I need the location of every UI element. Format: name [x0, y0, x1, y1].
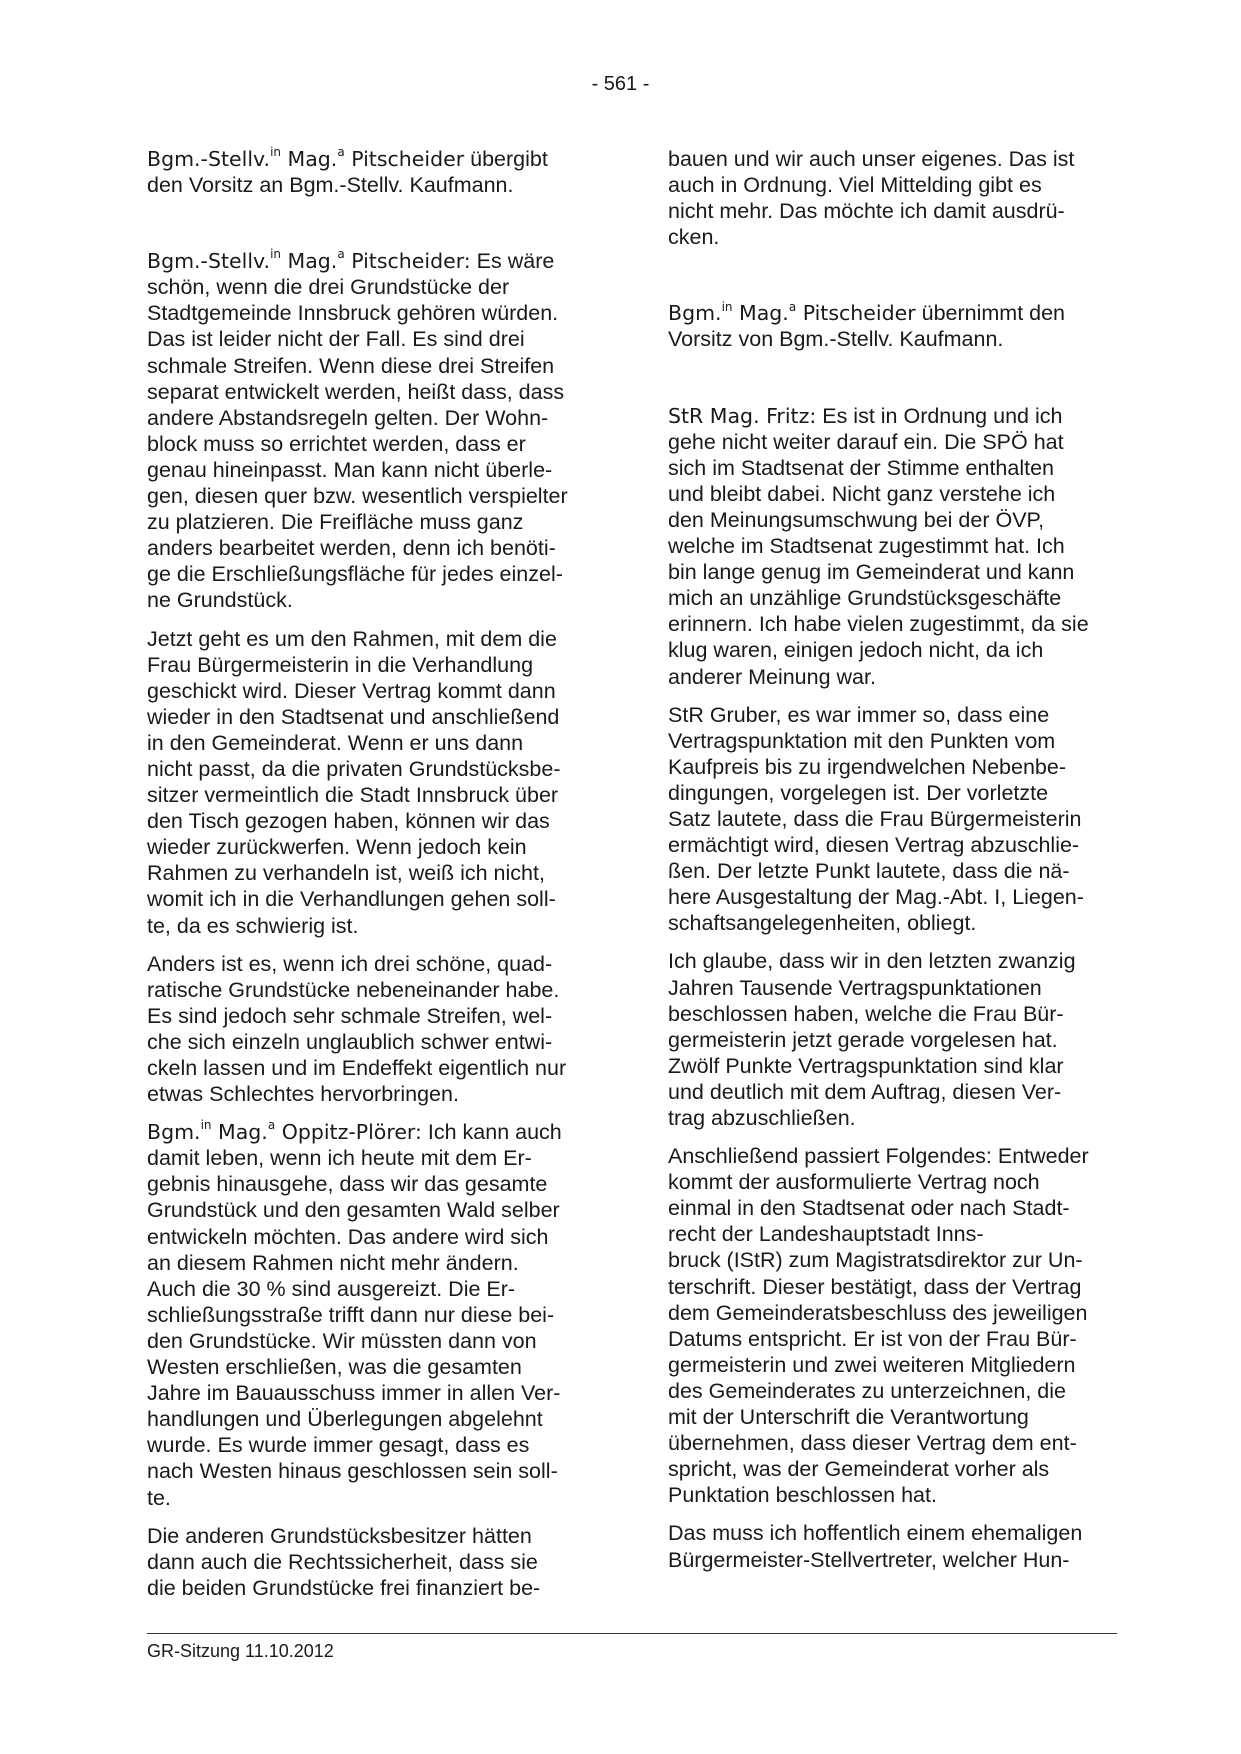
- speaker-part: Mag.: [281, 249, 338, 274]
- text-line: Vertragspunktation mit den Punkten vom: [668, 728, 1056, 753]
- text-line: an diesem Rahmen nicht mehr ändern.: [147, 1250, 519, 1275]
- paragraph: [668, 702, 1128, 937]
- paragraph: [147, 1119, 607, 1510]
- text-line: ratische Grundstücke nebeneinander habe.: [147, 977, 560, 1002]
- text-line: [668, 300, 1128, 326]
- text-line: gehe nicht weiter darauf ein. Die SPÖ hat: [668, 429, 1064, 454]
- text-line: sich im Stadtsenat der Stimme enthalten: [668, 455, 1054, 480]
- speaker-superscript: in: [200, 1118, 212, 1133]
- text-line: beschlossen haben, welche die Frau Bür-: [668, 1001, 1064, 1026]
- text-line: auch in Ordnung. Viel Mittelding gibt es: [668, 173, 1042, 198]
- text-line: dingungen, vorgelegen ist. Der vorletzte: [668, 780, 1049, 805]
- paragraph: [668, 403, 1128, 690]
- text-line: germeisterin jetzt gerade vorgelesen hat.: [668, 1027, 1058, 1052]
- text-line: einmal in den Stadtsenat oder nach Stadt-: [668, 1196, 1070, 1221]
- text-line: StR Gruber, es war immer so, dass eine: [668, 702, 1050, 727]
- text-line: entwickeln möchten. Das andere wird sich: [147, 1224, 549, 1249]
- text-line: ckeln lassen und im Endeffekt eigentlich nur: [147, 1056, 567, 1080]
- text-line: Das muss ich hoffentlich einem ehemaligen: [668, 1521, 1083, 1546]
- text-line: Es sind jedoch sehr schmale Streifen, wel-: [147, 1003, 553, 1028]
- speaker-name: [147, 249, 471, 273]
- text-line: Auch die 30 % sind ausgereizt. Die Er-: [147, 1276, 516, 1301]
- speaker-part: Oppitz-Plörer:: [275, 1120, 422, 1145]
- speaker-part: Pitscheider:: [344, 249, 471, 274]
- text-line: Jahre im Bauausschuss immer in allen Ver-: [147, 1381, 561, 1406]
- text-line: nicht passt, da die privaten Grundstücksbe-: [147, 756, 561, 781]
- text-line: schön, wenn die drei Grundstücke der: [147, 275, 510, 300]
- text-line: Zwölf Punkte Vertragspunktation sind klar: [668, 1053, 1064, 1078]
- text-line: [668, 403, 1128, 429]
- text-line: terschrift. Dieser bestätigt, dass der Vertrag: [668, 1274, 1082, 1299]
- line-text: Es ist in Ordnung und ich: [816, 403, 1063, 428]
- text-line: trag abzuschließen.: [668, 1106, 856, 1130]
- text-line: den Vorsitz an Bgm.-Stellv. Kaufmann.: [147, 173, 514, 198]
- speaker-part: Pitscheider: [344, 147, 465, 171]
- text-line: te, da es schwierig ist.: [147, 913, 359, 938]
- speaker-part: StR Mag. Fritz:: [668, 403, 817, 428]
- speaker-part: Pitscheider: [796, 301, 916, 326]
- line-text: Ich kann auch: [421, 1120, 562, 1145]
- text-line: den Tisch gezogen haben, können wir das: [147, 809, 550, 834]
- text-line: anders bearbeitet werden, denn ich benöti-: [147, 536, 556, 561]
- text-line: Grundstück und den gesamten Wald selber: [147, 1198, 560, 1223]
- text-line: [147, 248, 607, 274]
- text-line: handlungen und Überlegungen abgelehnt: [147, 1407, 543, 1432]
- text-line: ne Grundstück.: [147, 588, 293, 613]
- text-line: und deutlich mit dem Auftrag, diesen Ver-: [668, 1079, 1062, 1104]
- text-line: germeisterin und zwei weiteren Mitgliedern: [668, 1352, 1076, 1377]
- paragraph: [668, 1143, 1128, 1508]
- text-line: Westen erschließen, was die gesamten: [147, 1355, 522, 1380]
- paragraph: [147, 1523, 607, 1601]
- text-line: geschickt wird. Dieser Vertrag kommt dann: [147, 678, 556, 703]
- text-line: zu platzieren. Die Freifläche muss ganz: [147, 510, 524, 535]
- text-line: Jetzt geht es um den Rahmen, mit dem die: [147, 626, 557, 651]
- text-line: anderer Meinung war.: [668, 664, 876, 689]
- text-line: Die anderen Grundstücksbesitzer hätten: [147, 1523, 532, 1548]
- text-line: nach Westen hinaus geschlossen sein soll-: [147, 1459, 558, 1484]
- text-line: Punktation beschlossen hat.: [668, 1483, 937, 1508]
- paragraph: [668, 300, 1128, 352]
- text-line: bruck (IStR) zum Magistratsdirektor zur Un-: [668, 1248, 1083, 1273]
- speaker-part: Mag.: [732, 301, 789, 326]
- text-line: etwas Schlechtes hervorbringen.: [147, 1082, 459, 1107]
- text-line: cken.: [668, 225, 720, 250]
- speaker-name: [668, 404, 816, 428]
- text-line: kommt der ausformulierte Vertrag noch: [668, 1170, 1040, 1195]
- text-line: [147, 146, 607, 172]
- right-column: [668, 146, 1128, 1585]
- text-line: gen, diesen quer bzw. wesentlich verspielter: [147, 484, 568, 509]
- text-line: block muss so errichtet werden, dass er: [147, 431, 526, 456]
- text-line: übernehmen, dass dieser Vertrag dem ent-: [668, 1431, 1077, 1456]
- text-line: separat entwickelt werden, heißt dass, dass: [147, 379, 565, 404]
- text-line: genau hineinpasst. Man kann nicht überle-: [147, 457, 553, 482]
- speaker-part: Bgm.: [668, 301, 722, 326]
- speaker-name: [668, 301, 916, 325]
- speaker-name: [147, 1120, 422, 1144]
- text-line: Vorsitz von Bgm.-Stellv. Kaufmann.: [668, 327, 1004, 352]
- speaker-superscript: a: [337, 247, 345, 262]
- text-line: Frau Bürgermeisterin in die Verhandlung: [147, 652, 534, 677]
- speaker-superscript: a: [788, 299, 797, 314]
- text-line: Bürgermeister-Stellvertreter, welcher Hun-: [668, 1547, 1070, 1572]
- text-line: Anders ist es, wenn ich drei schöne, quad-: [147, 951, 553, 976]
- text-line: schließungsstraße trifft dann nur diese bei-: [147, 1302, 555, 1327]
- text-line: Rahmen zu verhandeln ist, weiß ich nicht,: [147, 861, 545, 886]
- speaker-superscript: a: [267, 1118, 276, 1133]
- speaker-part: Mag.: [281, 147, 338, 171]
- text-line: welche im Stadtsenat zugestimmt hat. Ich: [668, 534, 1065, 559]
- speaker-superscript: in: [270, 247, 282, 262]
- text-line: te.: [147, 1485, 171, 1510]
- text-line: Anschließend passiert Folgendes: Entweder: [668, 1144, 1089, 1169]
- text-line: gebnis hinausgehe, dass wir das gesamte: [147, 1172, 548, 1197]
- text-line: womit ich in die Verhandlungen gehen soll-: [147, 887, 556, 912]
- text-line: dann auch die Rechtssicherheit, dass sie: [147, 1549, 538, 1574]
- speaker-name: [147, 147, 464, 171]
- text-line: klug waren, einigen jedoch nicht, da ich: [668, 638, 1044, 663]
- text-line: here Ausgestaltung der Mag.-Abt. I, Liegen-: [668, 885, 1084, 910]
- paragraph: [668, 948, 1128, 1131]
- paragraph: [147, 626, 607, 939]
- speaker-part: Bgm.-Stellv.: [147, 249, 271, 274]
- text-line: spricht, was der Gemeinderat vorher als: [668, 1457, 1050, 1482]
- speaker-superscript: in: [721, 299, 733, 314]
- text-line: schmale Streifen. Wenn diese drei Streifen: [147, 353, 555, 378]
- text-line: nicht mehr. Das möchte ich damit ausdrü-: [668, 199, 1065, 224]
- text-line: Datums entspricht. Er ist von der Frau Bür-: [668, 1326, 1077, 1351]
- text-line: bin lange genug im Gemeinderat und kann: [668, 560, 1075, 585]
- line-text: übernimmt den: [915, 301, 1066, 326]
- text-line: andere Abstandsregeln gelten. Der Wohn-: [147, 405, 549, 430]
- text-line: ge die Erschließungsfläche für jedes einzel-: [147, 562, 563, 587]
- text-line: che sich einzeln unglaublich schwer entwi-: [147, 1029, 553, 1054]
- text-line: mich an unzählige Grundstücksgeschäfte: [668, 586, 1062, 611]
- text-line: Kaufpreis bis zu irgendwelchen Nebenbe-: [668, 754, 1066, 779]
- speaker-part: Mag.: [211, 1120, 268, 1145]
- text-line: die beiden Grundstücke frei finanziert be-: [147, 1575, 541, 1600]
- text-line: Stadtgemeinde Innsbruck gehören würden.: [147, 301, 559, 326]
- speaker-superscript: a: [337, 145, 345, 160]
- text-line: Satz lautete, dass die Frau Bürgermeisterin: [668, 806, 1082, 831]
- text-line: wieder zurückwerfen. Wenn jedoch kein: [147, 835, 527, 860]
- text-line: sitzer vermeintlich die Stadt Innsbruck über: [147, 783, 559, 808]
- text-line: den Meinungsumschwung bei der ÖVP,: [668, 507, 1045, 532]
- page-number: - 561 -: [591, 73, 650, 95]
- text-line: bauen und wir auch unser eigenes. Das ist: [668, 147, 1075, 171]
- line-text: übergibt: [464, 147, 548, 171]
- text-line: mit der Unterschrift die Verantwortung: [668, 1405, 1029, 1430]
- text-line: dem Gemeinderatsbeschluss des jeweiligen: [668, 1300, 1088, 1325]
- paragraph: [668, 1520, 1128, 1572]
- paragraph: [147, 146, 607, 198]
- text-line: [147, 1119, 607, 1145]
- text-line: wieder in den Stadtsenat und anschließend: [147, 704, 560, 729]
- text-line: und bleibt dabei. Nicht ganz verstehe ich: [668, 481, 1056, 506]
- text-line: Das ist leider nicht der Fall. Es sind drei: [147, 327, 525, 352]
- text-line: wurde. Es wurde immer gesagt, dass es: [147, 1433, 530, 1458]
- left-column: [147, 146, 607, 1613]
- text-line: damit leben, wenn ich heute mit dem Er-: [147, 1146, 532, 1171]
- text-line: ßen. Der letzte Punkt lautete, dass die nä-: [668, 859, 1070, 884]
- paragraph: [668, 146, 1128, 250]
- speaker-superscript: in: [270, 145, 282, 160]
- text-line: schaftsangelegenheiten, obliegt.: [668, 911, 977, 936]
- line-text: Es wäre: [470, 249, 555, 274]
- text-line: des Gemeinderates zu unterzeichnen, die: [668, 1378, 1066, 1403]
- footer-session-date: GR-Sitzung 11.10.2012: [147, 1641, 334, 1661]
- text-line: recht der Landeshauptstadt Inns-: [668, 1222, 984, 1247]
- footer-rule: [147, 1633, 1117, 1634]
- text-line: in den Gemeinderat. Wenn er uns dann: [147, 730, 524, 755]
- speaker-part: Bgm.: [147, 1120, 201, 1145]
- text-line: Jahren Tausende Vertragspunktationen: [668, 975, 1042, 1000]
- speaker-part: Bgm.-Stellv.: [147, 147, 271, 171]
- paragraph: [147, 951, 607, 1108]
- paragraph: [147, 248, 607, 613]
- text-line: ermächtigt wird, diesen Vertrag abzuschlie-: [668, 833, 1080, 858]
- text-line: Ich glaube, dass wir in den letzten zwanzig: [668, 949, 1076, 974]
- text-line: erinnern. Ich habe vielen zugestimmt, da sie: [668, 612, 1089, 637]
- text-line: den Grundstücke. Wir müssten dann von: [147, 1328, 537, 1353]
